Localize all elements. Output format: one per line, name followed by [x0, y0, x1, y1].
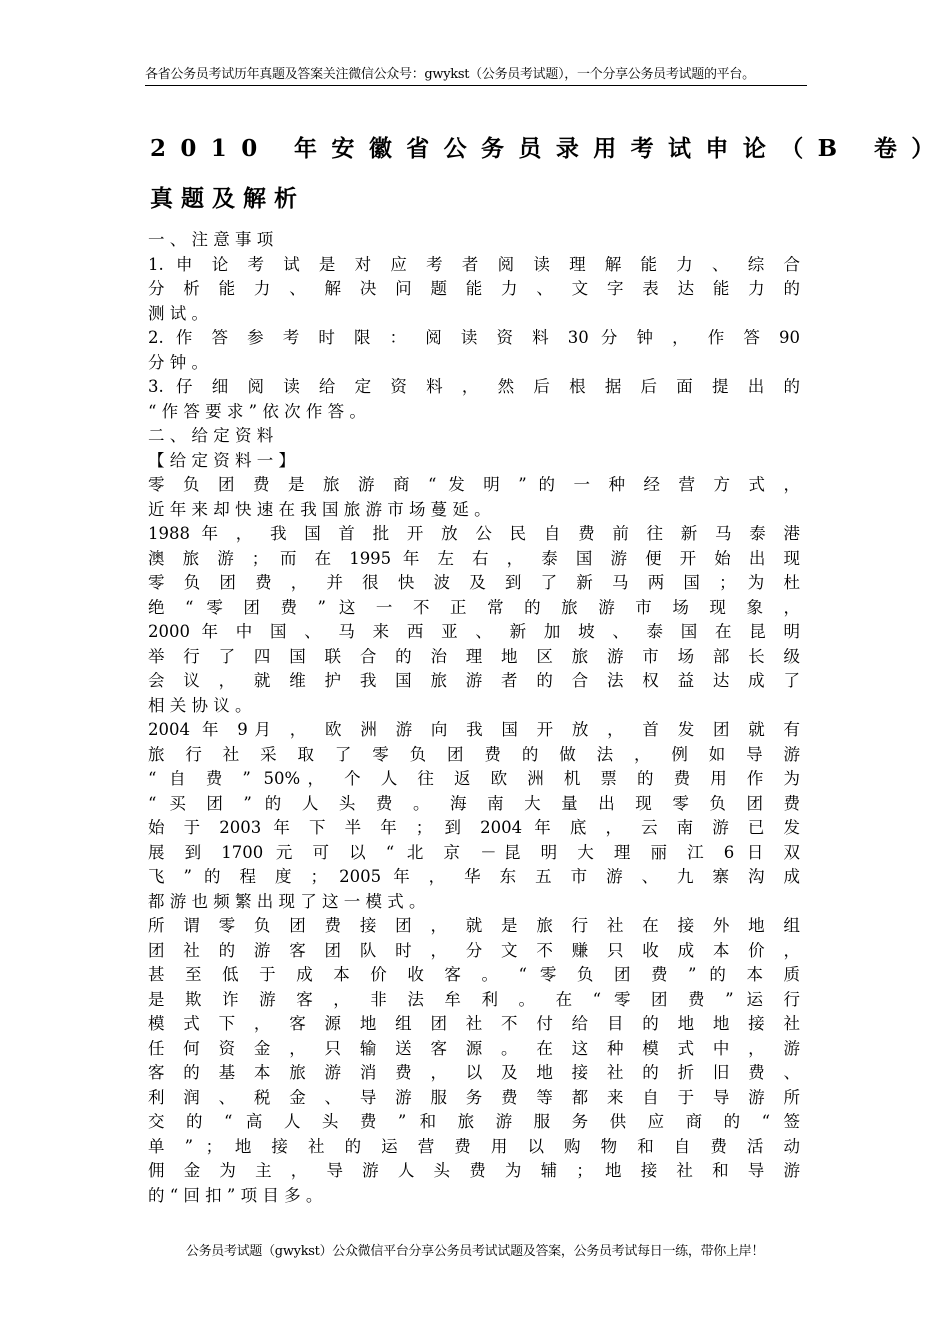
text-line: 利 润 、 税 金 、 导 游 服 务 费 等 都 来 自 于 导 游 所: [148, 1087, 800, 1107]
text-line: 会 议 ， 就 维 护 我 国 旅 游 者 的 合 法 权 益 达 成 了: [148, 671, 800, 690]
text-line: “ 自 费 ” 50%， 个 人 往 返 欧 洲 机 票 的 费 用 作 为: [148, 769, 800, 788]
text-line: 分 析 能 力 、 解 决 问 题 能 力 、 文 字 表 达 能 力 的: [148, 279, 800, 298]
page-footer: 公务员考试题（gwykst）公众微信平台分享公务员考试试题及答案，公务员考试每日一练，带你上岸！: [185, 1244, 765, 1259]
text-line: 零 负 团 费 是 旅 游 商 “ 发 明 ” 的 一 种 经 营 方 式 ，: [148, 475, 800, 494]
text-line: 甚 至 低 于 成 本 价 收 客 。 “ 零 负 团 费 ” 的 本 质: [148, 965, 800, 984]
text-line: 佣 金 为 主 ， 导 游 人 头 费 为 辅 ； 地 接 社 和 导 游: [148, 1161, 800, 1180]
text-line: 都 游 也 频 繁 出 现 了 这 一 模 式 。: [148, 891, 426, 911]
text-line: 【 给 定 资 料 一 】: [148, 450, 295, 470]
text-line: 飞 ” 的 程 度 ； 2005 年 ， 华 东 五 市 游 、 九 寨 沟 成: [148, 867, 800, 886]
text-line: 客 的 基 本 旅 游 消 费 ， 以 及 地 接 社 的 折 旧 费 、: [148, 1063, 800, 1082]
text-line: 模 式 下 ， 客 源 地 组 团 社 不 付 给 目 的 地 地 接 社: [148, 1014, 800, 1033]
text-line: 1. 申 论 考 试 是 对 应 考 者 阅 读 理 解 能 力 、 综 合: [148, 254, 800, 274]
document-title: 2010 年安徽省公务员录用考试申论（B 卷）: [150, 135, 949, 162]
document-subtitle: 真题及解析: [150, 185, 305, 212]
text-line: 测 试 。: [148, 303, 208, 323]
text-line: 任 何 资 金 ， 只 输 送 客 源 。 在 这 种 模 式 中 ， 游: [148, 1038, 800, 1058]
text-line: “ 作 答 要 求 ” 依 次 作 答 。: [148, 401, 366, 421]
text-line: 2. 作 答 参 考 时 限 ： 阅 读 资 料 30 分 钟 ， 作 答 90: [148, 328, 800, 347]
text-line: 2000 年 中 国 、 马 来 西 亚 、 新 加 坡 、 泰 国 在 昆 明: [148, 622, 800, 641]
text-line: 澳 旅 游 ； 而 在 1995 年 左 右 ， 泰 国 游 便 开 始 出 现: [148, 548, 800, 568]
text-line: 的 “ 回 扣 ” 项 目 多 。: [148, 1185, 323, 1205]
page-header: 各省公务员考试历年真题及答案关注微信公众号：gwykst（公务员考试题），一个分享公务员考试题的平台。: [145, 66, 807, 86]
text-line: 单 ” ； 地 接 社 的 运 营 费 用 以 购 物 和 自 费 活 动: [148, 1136, 800, 1156]
text-line: 近 年 来 却 快 速 在 我 国 旅 游 市 场 蔓 延 。: [148, 499, 491, 519]
text-line: 团 社 的 游 客 团 队 时 ， 分 文 不 赚 只 收 成 本 价 ，: [148, 940, 800, 960]
text-line: 1988 年 ， 我 国 首 批 开 放 公 民 自 费 前 往 新 马 泰 港: [148, 524, 800, 543]
text-line: 旅 行 社 采 取 了 零 负 团 费 的 做 法 ， 例 如 导 游: [148, 744, 800, 764]
text-line: 相 关 协 议 。: [148, 695, 252, 715]
text-line: 绝 “ 零 团 费 ” 这 一 不 正 常 的 旅 游 市 场 现 象 ，: [148, 597, 800, 617]
text-line: 所 谓 零 负 团 费 接 团 ， 就 是 旅 行 社 在 接 外 地 组: [148, 916, 800, 935]
text-line: 始 于 2003 年 下 半 年 ； 到 2004 年 底 ， 云 南 游 已 发: [148, 818, 800, 837]
document-body: [148, 228, 800, 1208]
text-line: 分 钟 。: [148, 352, 208, 372]
text-line: 零 负 团 费 ， 并 很 快 波 及 到 了 新 马 两 国 ； 为 杜: [148, 573, 800, 592]
text-line: 二 、 给 定 资 料: [148, 426, 274, 445]
text-line: 3. 仔 细 阅 读 给 定 资 料 ， 然 后 根 据 后 面 提 出 的: [148, 377, 800, 396]
text-line: 是 欺 诈 游 客 ， 非 法 牟 利 。 在 “ 零 团 费 ” 运 行: [148, 989, 800, 1009]
text-line: 展 到 1700 元 可 以 “ 北 京 －昆 明 大 理 丽 江 6 日 双: [148, 842, 800, 862]
text-line: 一 、 注 意 事 项: [148, 230, 274, 249]
text-line: 举 行 了 四 国 联 合 的 治 理 地 区 旅 游 市 场 部 长 级: [148, 646, 800, 666]
text-line: 交 的 “ 高 人 头 费 ” 和 旅 游 服 务 供 应 商 的 “ 签: [148, 1112, 800, 1131]
text-line: 2004 年 9月 ， 欧 洲 游 向 我 国 开 放 ， 首 发 团 就 有: [148, 720, 800, 739]
text-line: “ 买 团 ” 的 人 头 费 。 海 南 大 量 出 现 零 负 团 费: [148, 793, 800, 813]
